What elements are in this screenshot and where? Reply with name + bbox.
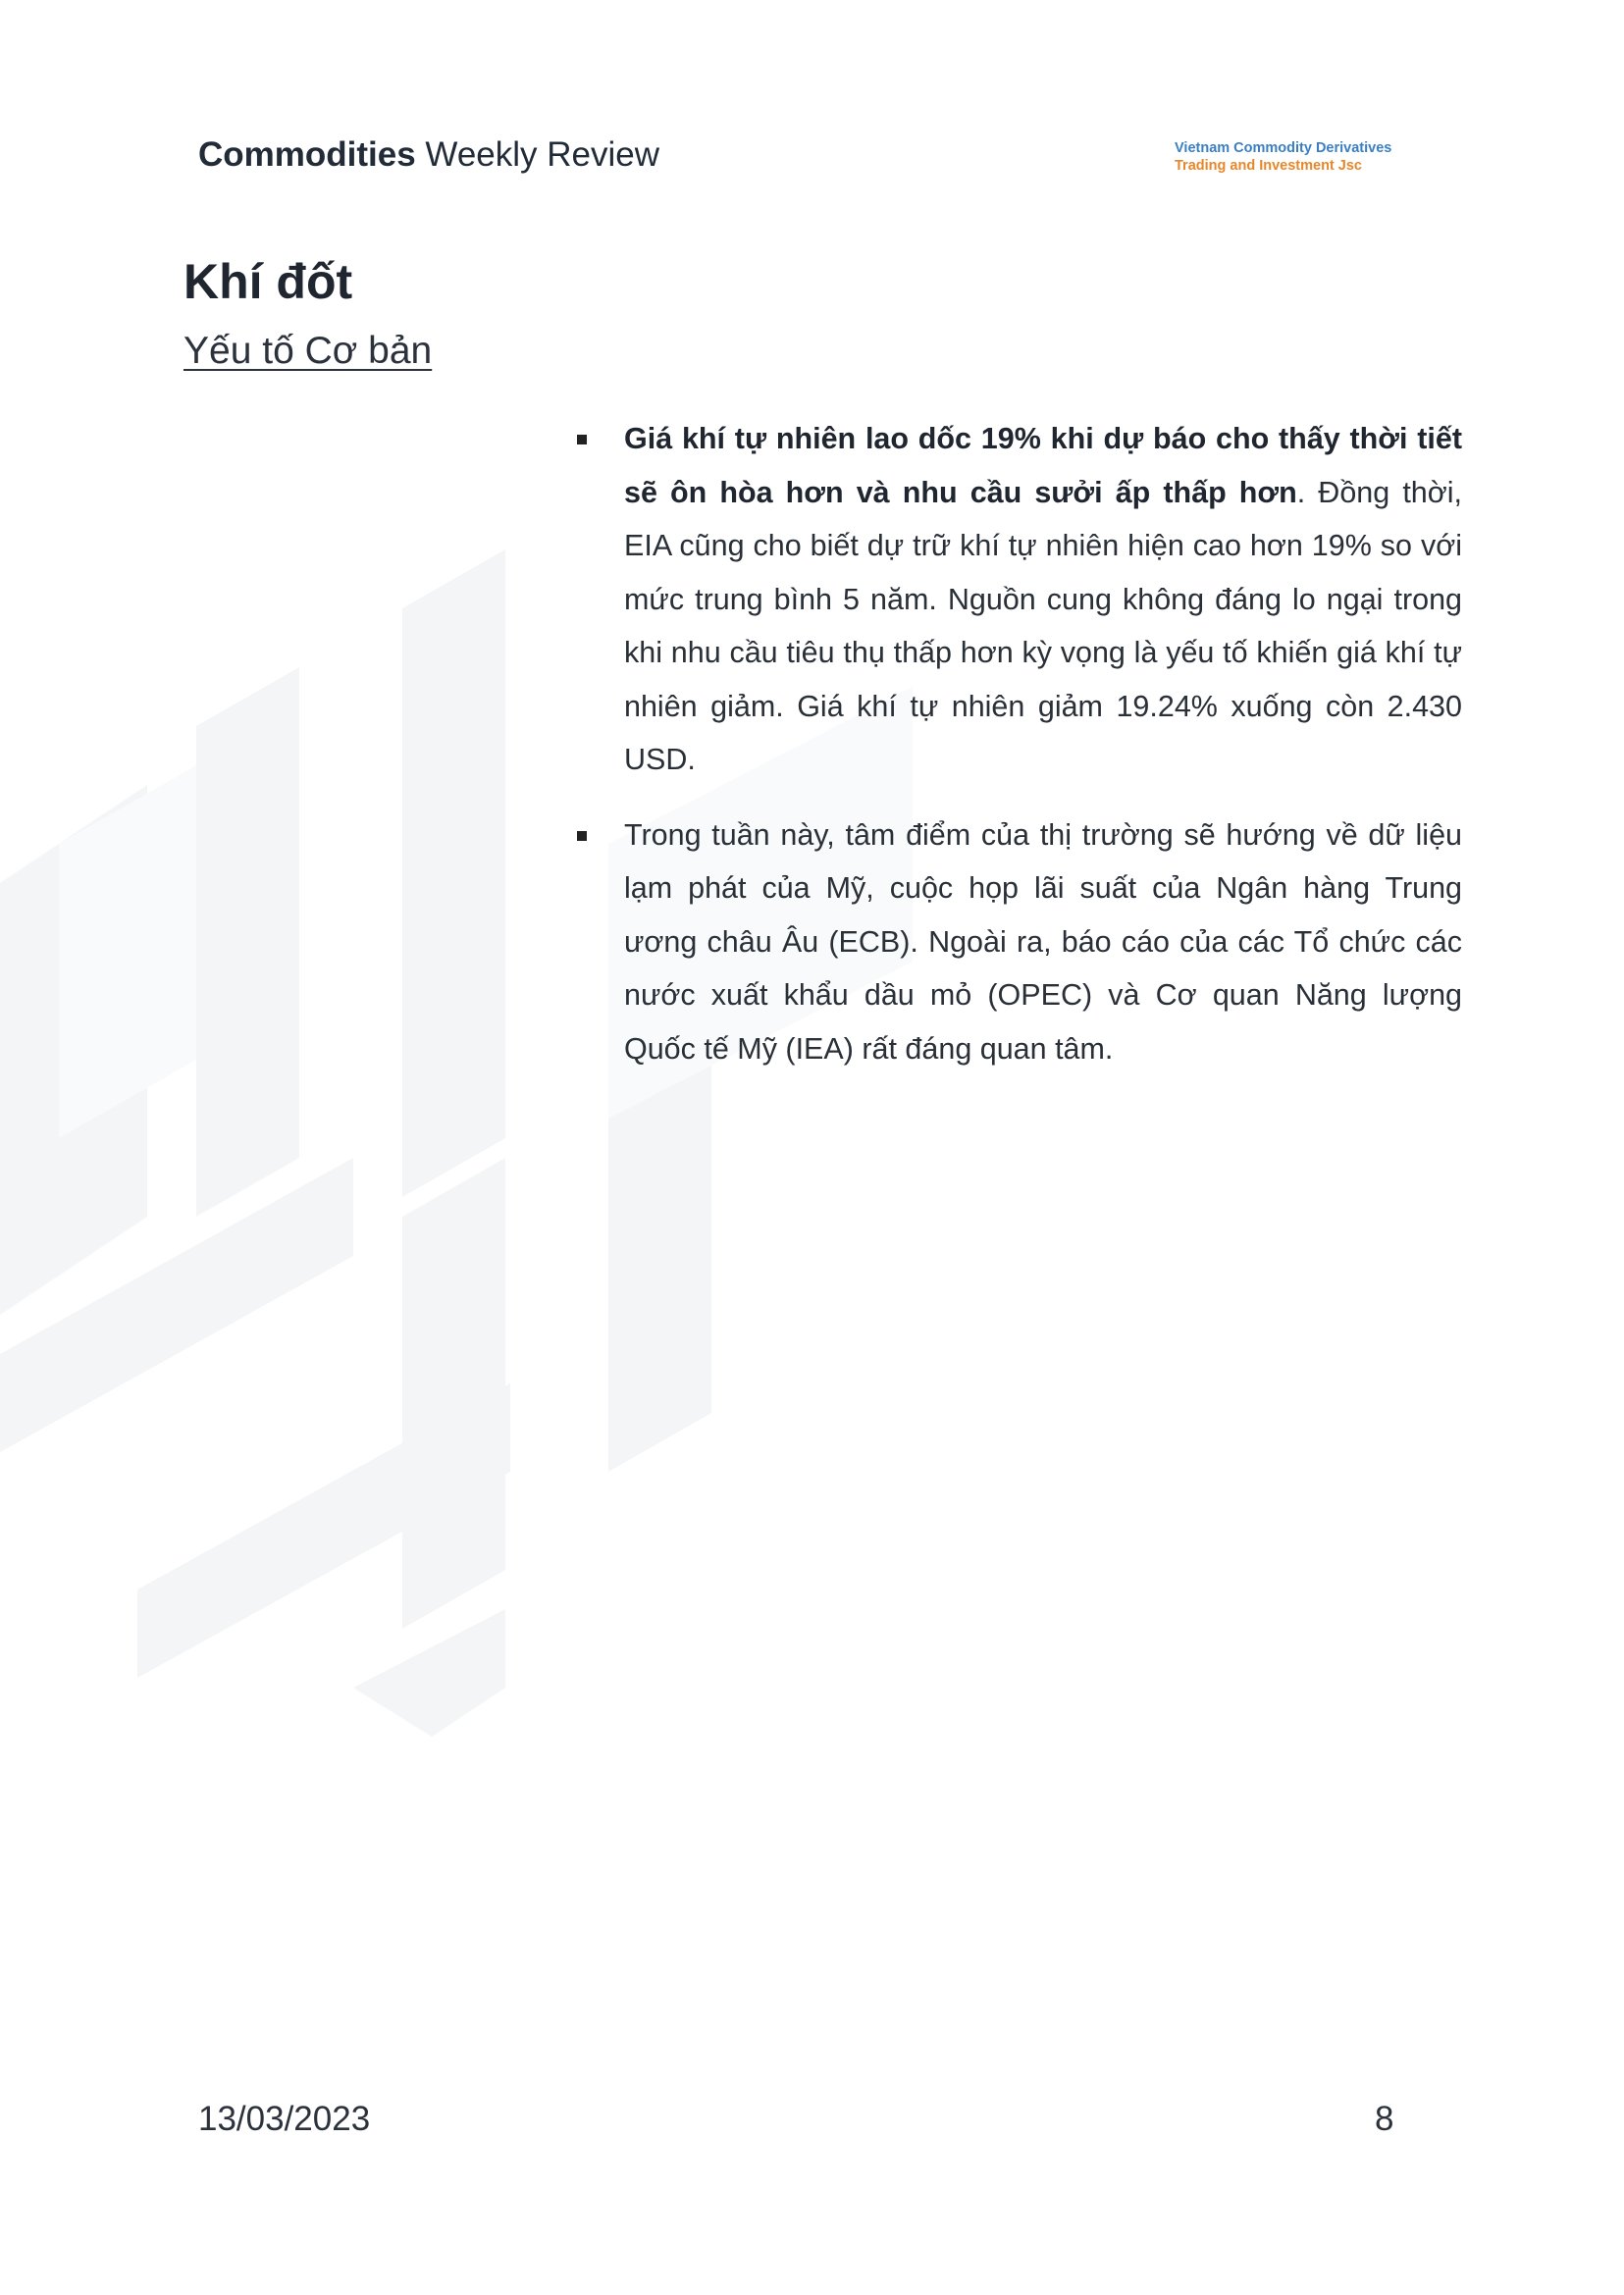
bullet-item [574, 808, 1462, 1076]
square-bullet-icon [577, 435, 587, 444]
bullet-text: Trong tuần này, tâm điểm của thị trường sẽ hướng về dữ liệu lạm phát của Mỹ, cuộc họp lãi suất của Ngân hàng Trung ương châu Âu (ECB). Ngoài ra, báo cáo của các Tổ chức các nước xuất khẩu dầu mỏ (OPEC) và Cơ quan Năng lượng Quốc tế Mỹ (IEA) rất đáng quan tâm. [624, 817, 1462, 1066]
square-bullet-icon [577, 831, 587, 841]
report-title-rest: Weekly Review [415, 135, 660, 174]
bullet-bold-text: Giá khí tự nhiên lao dốc 19% khi dự báo cho thấy thời tiết sẽ ôn hòa hơn và nhu cầu sưởi ấp thấp hơn [624, 422, 1462, 509]
section-title: Khí đốt [183, 254, 353, 309]
report-title-bold: Commodities [198, 135, 416, 174]
page-number: 8 [1375, 2100, 1394, 2138]
report-title [198, 135, 659, 175]
bullet-item [574, 412, 1462, 787]
bullet-list [574, 412, 1462, 1097]
company-logo [1175, 139, 1391, 175]
logo-line-2: Trading and Investment Jsc [1175, 158, 1362, 174]
bullet-text: . Đồng thời, EIA cũng cho biết dự trữ khí tự nhiên hiện cao hơn 19% so với mức trung bình 5 năm. Nguồn cung không đáng lo ngại trong khi nhu cầu tiêu thụ thấp hơn kỳ vọng là yếu tố khiến giá khí tự nhiên giảm. Giá khí tự nhiên giảm 19.24% xuống còn 2.430 USD. [624, 475, 1463, 776]
section-subtitle: Yếu tố Cơ bản [183, 330, 433, 372]
logo-line-1: Vietnam Commodity Derivatives [1175, 140, 1392, 156]
footer-date: 13/03/2023 [198, 2100, 371, 2138]
